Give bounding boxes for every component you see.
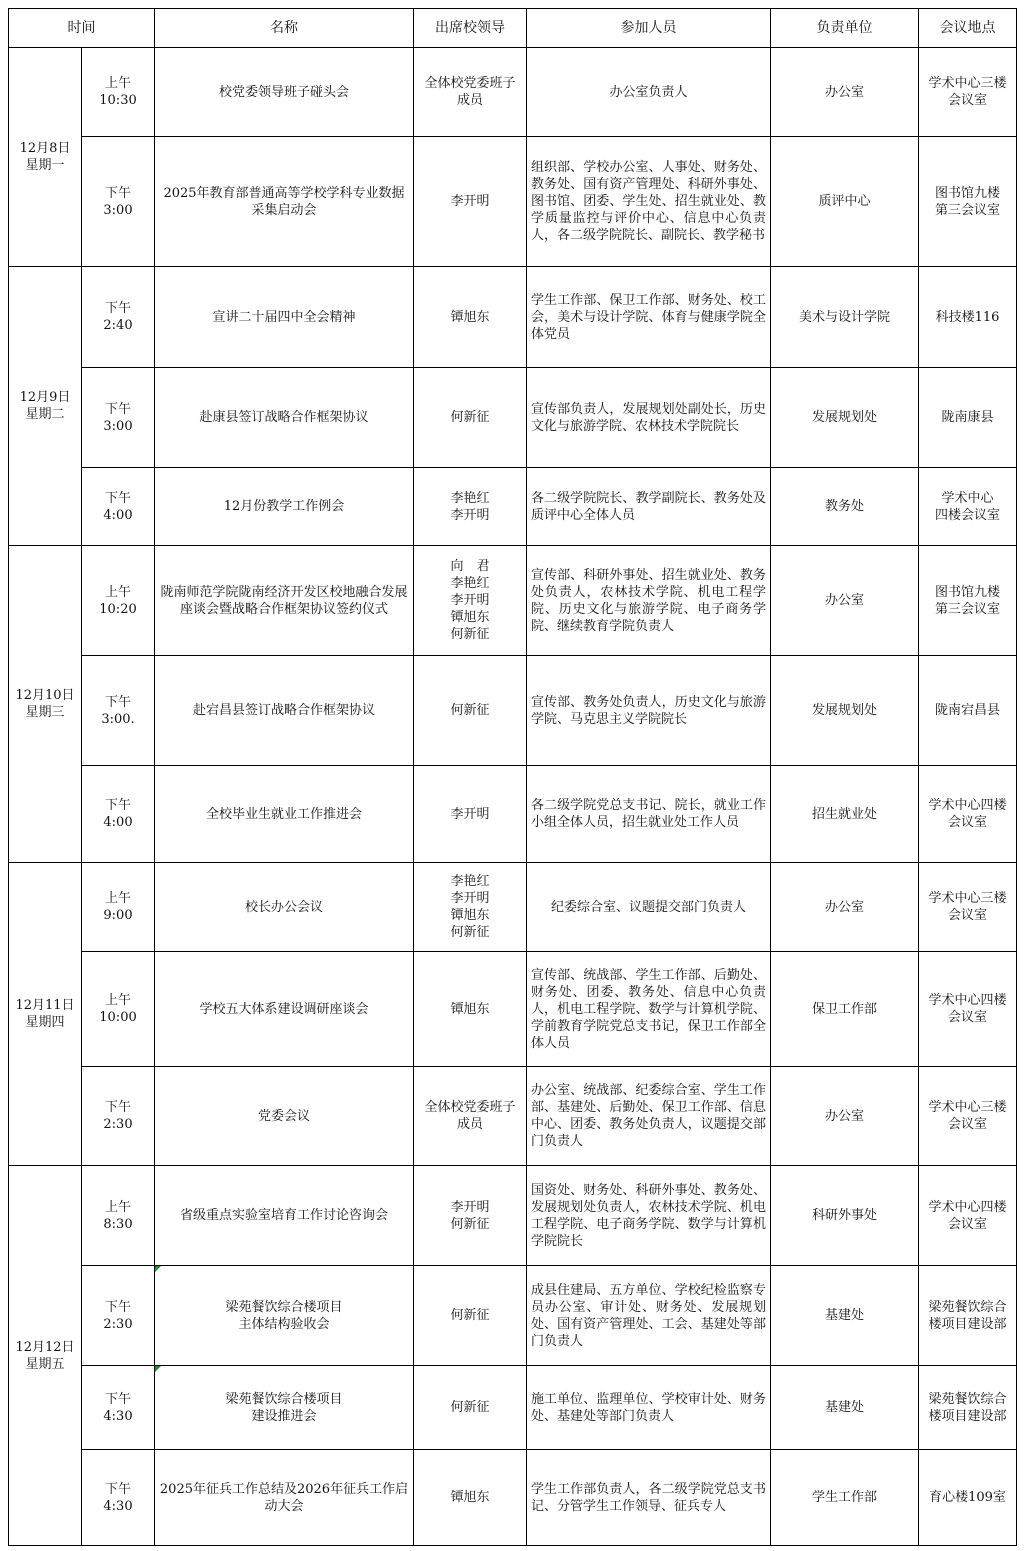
location-cell: 科技楼116: [919, 267, 1017, 368]
table-row: [9, 656, 1017, 766]
location-cell: 梁苑餐饮综合 楼项目建设部: [919, 1266, 1017, 1366]
time-cell: 下午 4:00: [82, 468, 155, 546]
location-cell: 学术中心四楼 会议室: [919, 952, 1017, 1067]
attendees-cell: 办公室、统战部、纪委综合室、学生工作部、基建处、后勤处、保卫工作部、信息中心、团委、教务处负责人，议题提交部门负责人: [527, 1067, 771, 1166]
table-row: [9, 1067, 1017, 1166]
meeting-name-cell: 陇南师范学院陇南经济开发区校地融合发展座谈会暨战略合作框架协议签约仪式: [155, 546, 414, 656]
meeting-name-cell: 2025年教育部普通高等学校学科专业数据采集启动会: [155, 137, 414, 267]
table-row: [9, 137, 1017, 267]
time-cell: 上午 10:00: [82, 952, 155, 1067]
location-cell: 陇南康县: [919, 368, 1017, 468]
location-cell: 学术中心四楼 会议室: [919, 766, 1017, 863]
attendees-cell: 国资处、财务处、科研外事处、教务处、发展规划处负责人，农林技术学院、机电工程学院、电子商务学院、数学与计算机学院院长: [527, 1166, 771, 1266]
table-row: [9, 1266, 1017, 1366]
location-cell: 学术中心 四楼会议室: [919, 468, 1017, 546]
leaders-cell: 何新征: [414, 1366, 527, 1450]
unit-cell: 办公室: [771, 863, 919, 952]
meeting-name-cell: 宣讲二十届四中全会精神: [155, 267, 414, 368]
leaders-cell: 李艳红 李开明 镡旭东 何新征: [414, 863, 527, 952]
attendees-cell: 成县住建局、五方单位、学校纪检监察专员办公室、审计处、财务处、发展规划处、国有资产管理处、工会、基建处等部门负责人: [527, 1266, 771, 1366]
location-cell: 育心楼109室: [919, 1450, 1017, 1546]
table-row: [9, 468, 1017, 546]
time-cell: 上午 8:30: [82, 1166, 155, 1266]
attendees-cell: 各二级学院院长、教学副院长、教务处及质评中心全体人员: [527, 468, 771, 546]
time-cell: 下午 4:30: [82, 1450, 155, 1546]
leaders-cell: 镡旭东: [414, 1450, 527, 1546]
attendees-cell: 宣传部、教务处负责人，历史文化与旅游学院、马克思主义学院院长: [527, 656, 771, 766]
attendees-cell: 办公室负责人: [527, 48, 771, 137]
day-cell: 12月9日 星期二: [9, 267, 82, 546]
meeting-name-cell: 校党委领导班子碰头会: [155, 48, 414, 137]
leaders-cell: 向 君 李艳红 李开明 镡旭东 何新征: [414, 546, 527, 656]
leaders-cell: 李开明 何新征: [414, 1166, 527, 1266]
leaders-cell: 李艳红 李开明: [414, 468, 527, 546]
table-row: [9, 766, 1017, 863]
unit-cell: 教务处: [771, 468, 919, 546]
meeting-name-cell: 校长办公会议: [155, 863, 414, 952]
leaders-cell: 何新征: [414, 656, 527, 766]
meeting-schedule-table: [8, 8, 1017, 1546]
attendees-cell: 施工单位、监理单位、学校审计处、财务处、基建处等部门负责人: [527, 1366, 771, 1450]
header-unit: 负责单位: [771, 9, 919, 48]
time-cell: 下午 4:30: [82, 1366, 155, 1450]
unit-cell: 发展规划处: [771, 656, 919, 766]
time-cell: 下午 2:40: [82, 267, 155, 368]
table-row: [9, 863, 1017, 952]
day-cell: 12月10日 星期三: [9, 546, 82, 863]
attendees-cell: 组织部、学校办公室、人事处、财务处、教务处、国有资产管理处、科研外事处、图书馆、团委、学生处、招生就业处、教学质量监控与评价中心、信息中心负责人，各二级学院院长、副院长、教学秘书: [527, 137, 771, 267]
meeting-name-cell: 梁苑餐饮综合楼项目 主体结构验收会: [155, 1266, 414, 1366]
unit-cell: 质评中心: [771, 137, 919, 267]
leaders-cell: 镡旭东: [414, 267, 527, 368]
location-cell: 学术中心三楼 会议室: [919, 48, 1017, 137]
attendees-cell: 纪委综合室、议题提交部门负责人: [527, 863, 771, 952]
day-cell: 12月12日 星期五: [9, 1166, 82, 1546]
unit-cell: 办公室: [771, 546, 919, 656]
leaders-cell: 何新征: [414, 368, 527, 468]
time-cell: 上午 10:30: [82, 48, 155, 137]
meeting-name-cell: 省级重点实验室培育工作讨论咨询会: [155, 1166, 414, 1266]
unit-cell: 办公室: [771, 48, 919, 137]
time-cell: 下午 3:00: [82, 137, 155, 267]
header-row: [9, 9, 1017, 48]
meeting-name-cell: 12月份教学工作例会: [155, 468, 414, 546]
meeting-name-cell: 党委会议: [155, 1067, 414, 1166]
leaders-cell: 镡旭东: [414, 952, 527, 1067]
leaders-cell: 全体校党委班子 成员: [414, 48, 527, 137]
location-cell: 图书馆九楼 第三会议室: [919, 546, 1017, 656]
header-time: 时间: [9, 9, 155, 48]
attendees-cell: 宣传部、统战部、学生工作部、后勤处、财务处、团委、教务处、信息中心负责人，机电工程学院、数学与计算机学院、学前教育学院党总支书记，保卫工作部全体人员: [527, 952, 771, 1067]
location-cell: 学术中心三楼 会议室: [919, 1067, 1017, 1166]
leaders-cell: 全体校党委班子 成员: [414, 1067, 527, 1166]
table-row: [9, 48, 1017, 137]
table-row: [9, 952, 1017, 1067]
leaders-cell: 何新征: [414, 1266, 527, 1366]
time-cell: 上午 9:00: [82, 863, 155, 952]
location-cell: 学术中心三楼 会议室: [919, 863, 1017, 952]
leaders-cell: 李开明: [414, 137, 527, 267]
table-row: [9, 1166, 1017, 1266]
meeting-name-cell: 学校五大体系建设调研座谈会: [155, 952, 414, 1067]
table-row: [9, 267, 1017, 368]
attendees-cell: 宣传部负责人，发展规划处副处长，历史文化与旅游学院、农林技术学院院长: [527, 368, 771, 468]
location-cell: 图书馆九楼 第三会议室: [919, 137, 1017, 267]
leaders-cell: 李开明: [414, 766, 527, 863]
meeting-name-cell: 2025年征兵工作总结及2026年征兵工作启动大会: [155, 1450, 414, 1546]
attendees-cell: 学生工作部负责人，各二级学院党总支书记、分管学生工作领导、征兵专人: [527, 1450, 771, 1546]
location-cell: 陇南宕昌县: [919, 656, 1017, 766]
time-cell: 下午 3:00: [82, 368, 155, 468]
unit-cell: 科研外事处: [771, 1166, 919, 1266]
unit-cell: 学生工作部: [771, 1450, 919, 1546]
unit-cell: 招生就业处: [771, 766, 919, 863]
attendees-cell: 各二级学院党总支书记、院长，就业工作小组全体人员，招生就业处工作人员: [527, 766, 771, 863]
time-cell: 上午 10:20: [82, 546, 155, 656]
unit-cell: 美术与设计学院: [771, 267, 919, 368]
table-row: [9, 546, 1017, 656]
time-cell: 下午 4:00: [82, 766, 155, 863]
unit-cell: 基建处: [771, 1266, 919, 1366]
header-attendees: 参加人员: [527, 9, 771, 48]
time-cell: 下午 2:30: [82, 1266, 155, 1366]
header-name: 名称: [155, 9, 414, 48]
unit-cell: 发展规划处: [771, 368, 919, 468]
day-cell: 12月8日 星期一: [9, 48, 82, 267]
time-cell: 下午 3:00.: [82, 656, 155, 766]
meeting-name-cell: 赴宕昌县签订战略合作框架协议: [155, 656, 414, 766]
unit-cell: 保卫工作部: [771, 952, 919, 1067]
header-leaders: 出席校领导: [414, 9, 527, 48]
attendees-cell: 宣传部、科研外事处、招生就业处、教务处负责人，农林技术学院、机电工程学院、历史文化与旅游学院、电子商务学院、继续教育学院负责人: [527, 546, 771, 656]
header-location: 会议地点: [919, 9, 1017, 48]
unit-cell: 基建处: [771, 1366, 919, 1450]
location-cell: 梁苑餐饮综合 楼项目建设部: [919, 1366, 1017, 1450]
table-row: [9, 1450, 1017, 1546]
unit-cell: 办公室: [771, 1067, 919, 1166]
meeting-name-cell: 梁苑餐饮综合楼项目 建设推进会: [155, 1366, 414, 1450]
table-row: [9, 1366, 1017, 1450]
table-row: [9, 368, 1017, 468]
attendees-cell: 学生工作部、保卫工作部、财务处、校工会，美术与设计学院、体育与健康学院全体党员: [527, 267, 771, 368]
meeting-name-cell: 赴康县签订战略合作框架协议: [155, 368, 414, 468]
day-cell: 12月11日 星期四: [9, 863, 82, 1166]
location-cell: 学术中心四楼 会议室: [919, 1166, 1017, 1266]
time-cell: 下午 2:30: [82, 1067, 155, 1166]
meeting-name-cell: 全校毕业生就业工作推进会: [155, 766, 414, 863]
